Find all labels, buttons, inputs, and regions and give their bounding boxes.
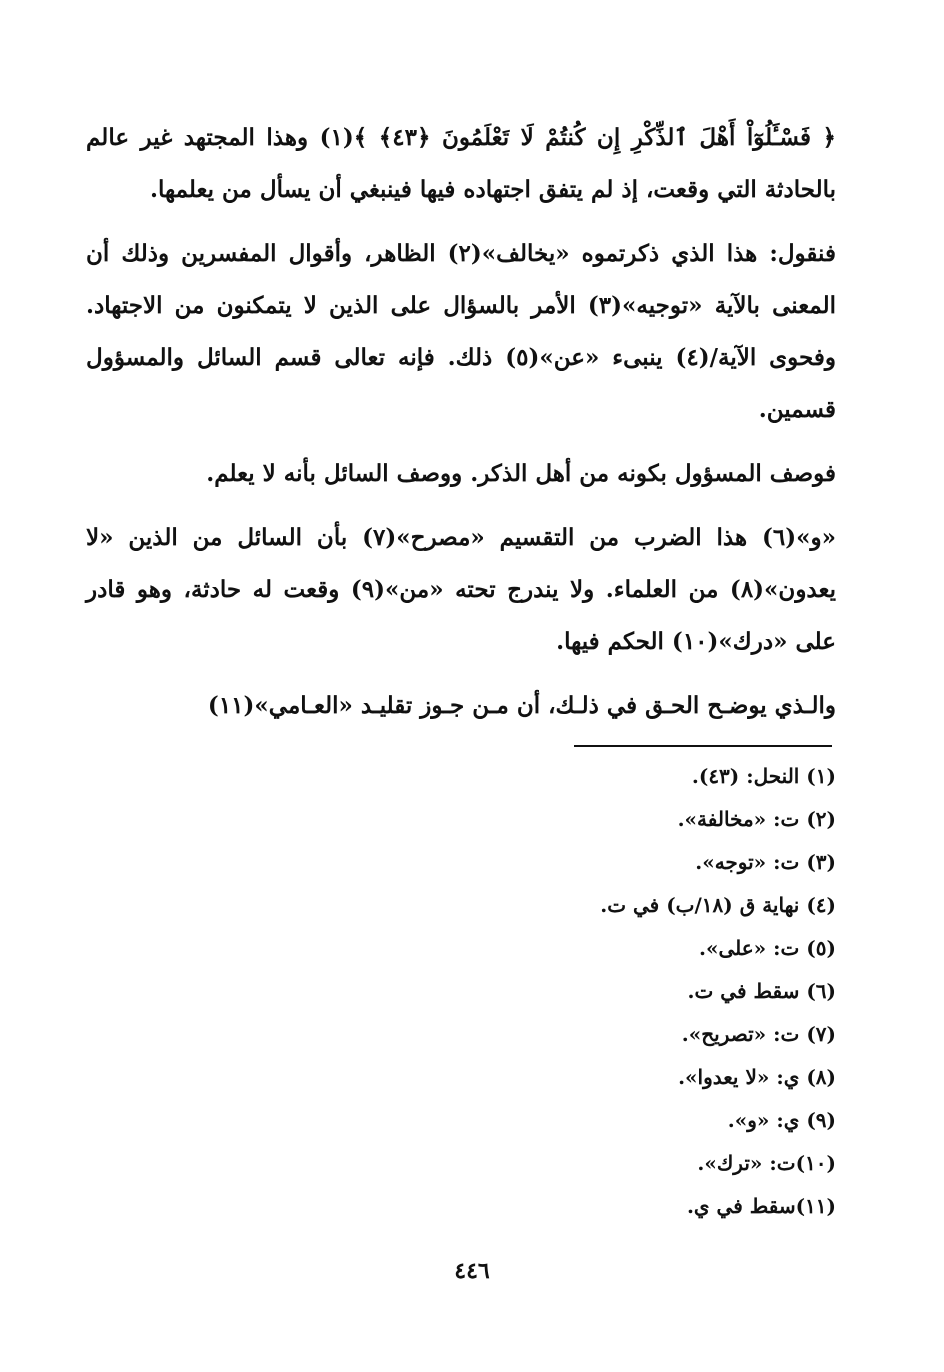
footnote-item: (٣) ت: «توجه». bbox=[695, 850, 836, 874]
footnote-item: (١) النحل: (٤٣). bbox=[691, 764, 836, 788]
footnote-separator bbox=[574, 745, 832, 747]
footnotes-list bbox=[336, 755, 836, 1228]
paragraph-4: «و»(٦) هذا الضرب من التقسيم «مصرح»(٧) بأن السائل من الذين «لا يعدون»(٨) من العلماء. ولا يندرج تحته «من»(٩) وقعت له حادثة، وهو قادر على «درك»(١٠) الحكم فيها. bbox=[86, 524, 836, 655]
paragraph-2: فنقول: هذا الذي ذكرتموه «يخالف»(٢) الظاهر، وأقوال المفسرين وذلك أن المعنى بالآية «توجيه»(٣) الأمر بالسؤال على الذين لا يتمكنون من الاجتهاد. وفحوى الآية/(٤) ينبىء «عن»(٥) ذلك. فإنه تعالى قسم السائل والمسؤول قسمين. bbox=[86, 240, 836, 423]
footnote-item: (١٠)ت: «ترك». bbox=[697, 1151, 836, 1175]
footnote-item: (٧) ت: «تصريح». bbox=[681, 1022, 836, 1046]
page-number: ٤٤٦ bbox=[454, 1258, 490, 1284]
footnote-item: (٨) ي: «لا يعدوا». bbox=[678, 1065, 836, 1089]
footnote-item: (٤) نهاية ق (١٨/ب) في ت. bbox=[600, 893, 836, 917]
paragraph-3: فوصف المسؤول بكونه من أهل الذكر. ووصف السائل بأنه لا يعلم. bbox=[206, 460, 836, 487]
footnote-item: (٩) ي: «و». bbox=[727, 1108, 836, 1132]
paragraph-5: والـذي يوضـح الحـق في ذلـك، أن مـن جـوز تقليـد «العـامي»(١١) bbox=[207, 692, 836, 719]
paragraph-1: ﴿ فَسْـَٔلُوٓاْ أَهْلَ ٱلذِّكْرِ إِن كُنتُمْ لَا تَعْلَمُونَ ﴿٤٣﴾ ﴾(١) وهذا المجتهد غير عالم بالحادثة التي وقعت، إذ لم يتفق اجتهاده فيها فينبغي أن يسأل من يعلمها. bbox=[86, 124, 837, 203]
main-text bbox=[86, 112, 836, 744]
footnote-item: (٦) سقط في ت. bbox=[687, 979, 836, 1003]
footnote-item: (٥) ت: «على». bbox=[698, 936, 836, 960]
footnote-item: (١١)سقط في ي. bbox=[686, 1194, 836, 1218]
footnote-item: (٢) ت: «مخالفة». bbox=[677, 807, 836, 831]
